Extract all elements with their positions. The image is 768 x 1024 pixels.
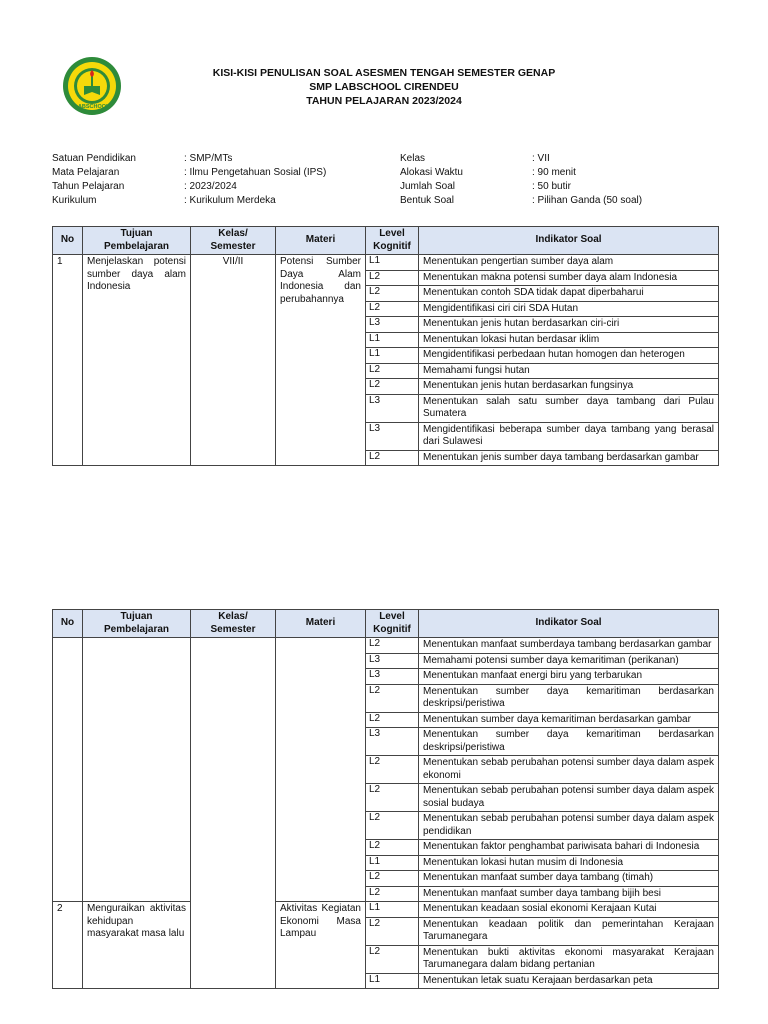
row-level: L2: [366, 684, 419, 712]
row-level: L2: [366, 945, 419, 973]
row-level: L3: [366, 653, 419, 669]
row-indikator: Menentukan jenis sumber daya tambang berdasarkan gambar: [419, 450, 719, 466]
row-tujuan: Menjelaskan potensi sumber daya alam Indonesia: [83, 255, 191, 466]
row-indikator: Memahami fungsi hutan: [419, 363, 719, 379]
table-1-body: [53, 255, 719, 466]
col-no: No: [53, 227, 83, 255]
col-tujuan-line2: Pembelajaran: [103, 240, 170, 252]
col-indikator: Indikator Soal: [419, 610, 719, 638]
row-indikator: Menentukan makna potensi sumber daya alam Indonesia: [419, 270, 719, 286]
row-indikator: Menentukan bukti aktivitas ekonomi masyarakat Kerajaan Tarumanegara dalam bidang pertanian: [419, 945, 719, 973]
row-indikator: Menentukan manfaat sumber daya tambang bijih besi: [419, 886, 719, 902]
meta-value: : 2023/2024: [184, 181, 237, 192]
col-level-line2: Kognitif: [373, 623, 411, 635]
row-level: L2: [366, 638, 419, 654]
row-indikator: Menentukan salah satu sumber daya tambang dari Pulau Sumatera: [419, 394, 719, 422]
meta-label: Jumlah Soal: [400, 181, 456, 192]
col-tujuan-line1: Tujuan: [120, 228, 153, 239]
col-tujuan-line2: Pembelajaran: [103, 623, 170, 635]
table-header-row: [53, 610, 719, 638]
row-indikator: Menentukan contoh SDA tidak dapat diperbaharui: [419, 286, 719, 302]
row-indikator: Menentukan pengertian sumber daya alam: [419, 255, 719, 271]
document-title: [150, 66, 618, 108]
col-level: [366, 227, 419, 255]
logo-text: LABSCHOOL: [74, 104, 110, 110]
meta-label: Satuan Pendidikan: [52, 153, 136, 164]
meta-value: : Ilmu Pengetahuan Sosial (IPS): [184, 167, 327, 178]
table-row: [53, 638, 719, 654]
col-indikator: Indikator Soal: [419, 227, 719, 255]
row-indikator: Menentukan letak suatu Kerajaan berdasarkan peta: [419, 973, 719, 989]
row-level: L3: [366, 728, 419, 756]
table-row: [53, 902, 719, 918]
row-indikator: Menentukan manfaat energi biru yang terbarukan: [419, 669, 719, 685]
row-indikator: Menentukan sumber daya kemaritiman berdasarkan gambar: [419, 712, 719, 728]
meta-label: Alokasi Waktu: [400, 167, 463, 178]
meta-row: [52, 152, 732, 166]
row-tujuan: [83, 638, 191, 902]
row-no: 2: [53, 902, 83, 989]
row-no: 1: [53, 255, 83, 466]
row-level: L2: [366, 712, 419, 728]
document-header: [0, 0, 768, 140]
row-kelas: [191, 638, 276, 989]
kisi-kisi-table-2: [52, 609, 719, 989]
meta-row: [52, 180, 732, 194]
row-indikator: Menentukan sumber daya kemaritiman berdasarkan deskripsi/peristiwa: [419, 728, 719, 756]
col-kelas: [191, 227, 276, 255]
row-level: L3: [366, 422, 419, 450]
meta-value: : 50 butir: [532, 181, 571, 192]
row-level: L1: [366, 348, 419, 364]
row-level: L3: [366, 669, 419, 685]
table-header-row: [53, 227, 719, 255]
meta-value: : 90 menit: [532, 167, 576, 178]
row-materi: Potensi Sumber Daya Alam Indonesia dan perubahannya: [276, 255, 366, 466]
row-level: L1: [366, 332, 419, 348]
row-indikator: Menentukan jenis hutan berdasarkan fungsinya: [419, 379, 719, 395]
document-metadata: [52, 152, 732, 208]
col-level-line1: Level: [379, 611, 405, 622]
row-indikator: Menentukan keadaan politik dan pemerintahan Kerajaan Tarumanegara: [419, 917, 719, 945]
col-kelas-line1: Kelas/: [218, 611, 248, 622]
row-level: L2: [366, 886, 419, 902]
row-level: L2: [366, 450, 419, 466]
row-level: L1: [366, 855, 419, 871]
row-indikator: Menentukan lokasi hutan musim di Indonesia: [419, 855, 719, 871]
row-indikator: Menentukan jenis hutan berdasarkan ciri-ciri: [419, 317, 719, 333]
meta-row: [52, 194, 732, 208]
row-indikator: Menentukan sebab perubahan potensi sumber daya dalam aspek sosial budaya: [419, 784, 719, 812]
meta-label: Tahun Pelajaran: [52, 181, 125, 192]
row-level: L2: [366, 301, 419, 317]
meta-label: Kelas: [400, 153, 426, 164]
table-row: [53, 255, 719, 271]
row-indikator: Menentukan manfaat sumberdaya tambang berdasarkan gambar: [419, 638, 719, 654]
col-kelas: [191, 610, 276, 638]
meta-label: Kurikulum: [52, 195, 97, 206]
row-indikator: Menentukan manfaat sumber daya tambang (timah): [419, 871, 719, 887]
meta-value: : SMP/MTs: [184, 153, 233, 164]
meta-value: : VII: [532, 153, 550, 164]
col-kelas-line1: Kelas/: [218, 228, 248, 239]
row-level: L2: [366, 270, 419, 286]
col-materi: Materi: [276, 227, 366, 255]
title-line-2: SMP LABSCHOOL CIRENDEU: [309, 81, 459, 93]
row-level: L2: [366, 917, 419, 945]
row-level: L3: [366, 394, 419, 422]
col-level-line1: Level: [379, 228, 405, 239]
row-level: L2: [366, 840, 419, 856]
meta-label: Bentuk Soal: [400, 195, 454, 206]
title-line-1: KISI-KISI PENULISAN SOAL ASESMEN TENGAH SEMESTER GENAP: [212, 67, 556, 79]
col-tujuan: [83, 610, 191, 638]
meta-row: [52, 166, 732, 180]
row-level: L2: [366, 812, 419, 840]
row-indikator: Menentukan sumber daya kemaritiman berdasarkan deskripsi/peristiwa: [419, 684, 719, 712]
school-logo-icon: [62, 56, 122, 116]
meta-value: : Pilihan Ganda (50 soal): [532, 195, 643, 206]
col-no: No: [53, 610, 83, 638]
row-indikator: Mengidentifikasi beberapa sumber daya tambang yang berasal dari Sulawesi: [419, 422, 719, 450]
col-level-line2: Kognitif: [373, 240, 411, 252]
col-materi: Materi: [276, 610, 366, 638]
row-level: L2: [366, 379, 419, 395]
row-level: L2: [366, 784, 419, 812]
meta-value: : Kurikulum Merdeka: [184, 195, 276, 206]
row-no: [53, 638, 83, 902]
row-tujuan: Menguraikan aktivitas kehidupan masyarakat masa lalu: [83, 902, 191, 989]
meta-label: Mata Pelajaran: [52, 167, 120, 178]
row-level: L3: [366, 317, 419, 333]
row-indikator: Memahami potensi sumber daya kemaritiman (perikanan): [419, 653, 719, 669]
row-level: L2: [366, 756, 419, 784]
col-kelas-line2: Semester: [210, 240, 256, 252]
col-kelas-line2: Semester: [210, 623, 256, 635]
row-kelas: VII/II: [191, 255, 276, 466]
row-level: L1: [366, 902, 419, 918]
row-level: L2: [366, 363, 419, 379]
row-indikator: Menentukan keadaan sosial ekonomi Kerajaan Kutai: [419, 902, 719, 918]
row-level: L2: [366, 286, 419, 302]
row-materi: [276, 638, 366, 902]
col-tujuan: [83, 227, 191, 255]
table-2-body: [53, 638, 719, 989]
title-line-3: TAHUN PELAJARAN 2023/2024: [306, 95, 462, 107]
row-indikator: Menentukan faktor penghambat pariwisata bahari di Indonesia: [419, 840, 719, 856]
row-indikator: Mengidentifikasi perbedaan hutan homogen dan heterogen: [419, 348, 719, 364]
col-level: [366, 610, 419, 638]
row-indikator: Mengidentifikasi ciri ciri SDA Hutan: [419, 301, 719, 317]
row-level: L1: [366, 973, 419, 989]
col-tujuan-line1: Tujuan: [120, 611, 153, 622]
row-level: L2: [366, 871, 419, 887]
row-indikator: Menentukan lokasi hutan berdasar iklim: [419, 332, 719, 348]
row-indikator: Menentukan sebab perubahan potensi sumber daya dalam aspek ekonomi: [419, 756, 719, 784]
row-level: L1: [366, 255, 419, 271]
row-materi: Aktivitas Kegiatan Ekonomi Masa Lampau: [276, 902, 366, 989]
row-indikator: Menentukan sebab perubahan potensi sumber daya dalam aspek pendidikan: [419, 812, 719, 840]
kisi-kisi-table-1: [52, 226, 719, 466]
